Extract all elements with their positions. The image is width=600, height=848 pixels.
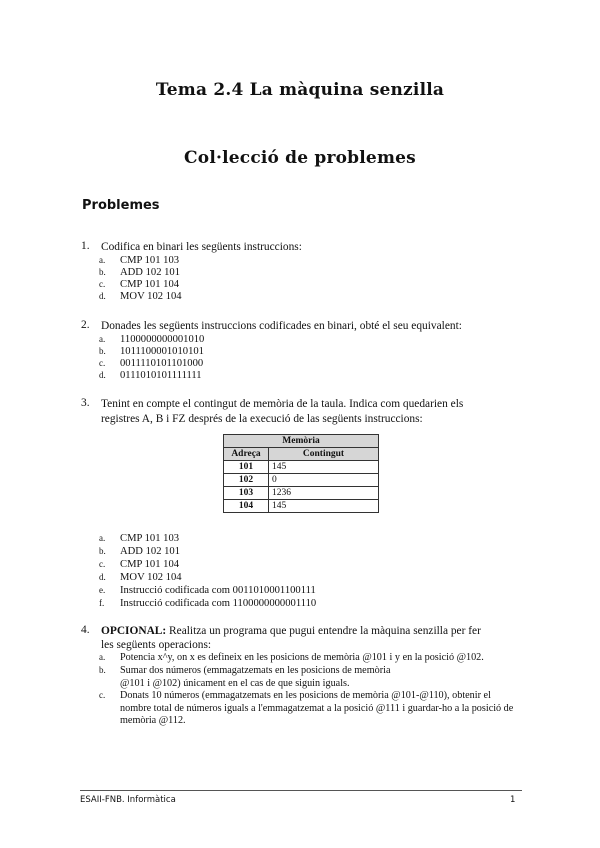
table-row: 102 0 [224, 474, 379, 487]
question-number: 3. [81, 397, 90, 409]
question-number: 2. [81, 319, 90, 331]
question-number: 4. [81, 624, 90, 636]
table-title: Memòria [224, 435, 379, 448]
question-number: 1. [81, 240, 90, 252]
column-header-content: Contingut [269, 448, 379, 461]
table-row: 101 145 [224, 461, 379, 474]
page-title: Tema 2.4 La màquina senzilla [155, 80, 445, 100]
question-text: Codifica en binari les següents instruccions: [101, 241, 302, 253]
table-row: 103 1236 [224, 487, 379, 500]
memory-table [223, 434, 379, 513]
question-text-line-1: Tenint en compte el contingut de memòria de la taula. Indica com quedarien els [101, 398, 464, 410]
question-text-line-2: registres A, B i FZ després de la execució de las següents instruccions: [101, 413, 423, 425]
footer-text: ESAII-FNB. Informàtica [80, 795, 176, 805]
optional-label: OPCIONAL: [101, 625, 167, 637]
page-number: 1 [510, 795, 516, 805]
question-text-line-1: OPCIONAL: Realitza un programa que pugui entendre la màquina senzilla per fer [101, 625, 481, 637]
page-subtitle: Col·lecció de problemes [184, 148, 416, 168]
question-text-line-2: les següents operacions: [101, 639, 212, 651]
footer-divider [80, 790, 522, 791]
column-header-address: Adreça [224, 448, 269, 461]
table-row: 104 145 [224, 500, 379, 513]
question-text: Donades les següents instruccions codificades en binari, obté el seu equivalent: [101, 320, 462, 332]
section-heading: Problemes [82, 198, 160, 213]
